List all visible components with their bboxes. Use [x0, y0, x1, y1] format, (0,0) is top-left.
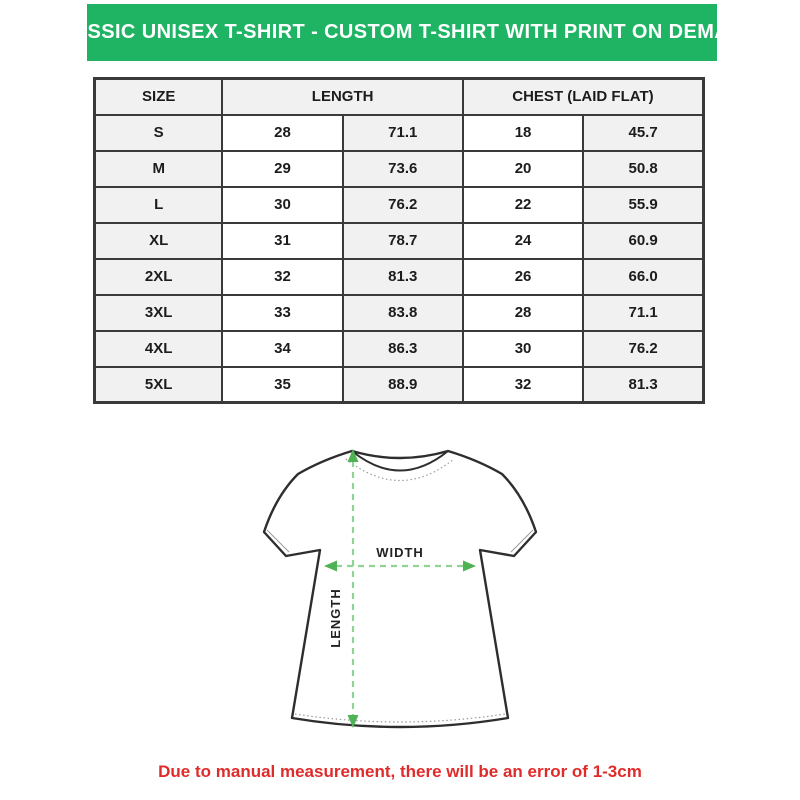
cell-chest_cm: 76.2 — [583, 331, 703, 367]
cell-length_in: 28 — [222, 115, 342, 151]
size-table — [93, 77, 705, 404]
cell-length_in: 31 — [222, 223, 342, 259]
size-table-header — [95, 79, 704, 115]
table-row — [95, 331, 704, 367]
table-row — [95, 295, 704, 331]
cell-size: M — [95, 151, 223, 187]
cell-chest_cm: 66.0 — [583, 259, 703, 295]
cell-chest_in: 32 — [463, 367, 583, 403]
tshirt-diagram — [250, 438, 550, 738]
cell-chest_in: 30 — [463, 331, 583, 367]
cell-length_cm: 73.6 — [343, 151, 463, 187]
length-label: LENGTH — [328, 588, 343, 648]
cell-chest_in: 20 — [463, 151, 583, 187]
table-row — [95, 367, 704, 403]
cell-size: 5XL — [95, 367, 223, 403]
cell-chest_cm: 55.9 — [583, 187, 703, 223]
cell-chest_in: 18 — [463, 115, 583, 151]
tshirt-illustration — [250, 438, 550, 738]
cell-chest_in: 28 — [463, 295, 583, 331]
cell-chest_cm: 50.8 — [583, 151, 703, 187]
cell-chest_in: 22 — [463, 187, 583, 223]
measurement-note: Due to manual measurement, there will be an error of 1-3cm — [158, 762, 642, 781]
cell-size: 3XL — [95, 295, 223, 331]
width-label: WIDTH — [376, 545, 424, 560]
cell-chest_in: 26 — [463, 259, 583, 295]
header-row — [95, 79, 704, 115]
cell-length_cm: 71.1 — [343, 115, 463, 151]
cell-size: 2XL — [95, 259, 223, 295]
cell-chest_in: 24 — [463, 223, 583, 259]
cell-length_cm: 81.3 — [343, 259, 463, 295]
cell-length_in: 33 — [222, 295, 342, 331]
cell-size: XL — [95, 223, 223, 259]
cell-size: 4XL — [95, 331, 223, 367]
cell-size: L — [95, 187, 223, 223]
cell-length_cm: 76.2 — [343, 187, 463, 223]
cell-chest_cm: 45.7 — [583, 115, 703, 151]
cell-chest_cm: 71.1 — [583, 295, 703, 331]
table-row — [95, 187, 704, 223]
cell-length_in: 30 — [222, 187, 342, 223]
cell-length_cm: 86.3 — [343, 331, 463, 367]
cell-size: S — [95, 115, 223, 151]
cell-length_in: 29 — [222, 151, 342, 187]
size-table-body — [95, 115, 704, 403]
cell-chest_cm: 81.3 — [583, 367, 703, 403]
page-title: CLASSIC UNISEX T-SHIRT - CUSTOM T-SHIRT WITH PRINT ON DEMAND — [45, 21, 759, 43]
cell-length_in: 34 — [222, 331, 342, 367]
cell-length_in: 35 — [222, 367, 342, 403]
col-header-chest: CHEST (LAID FLAT) — [463, 79, 704, 115]
cell-length_cm: 83.8 — [343, 295, 463, 331]
table-row — [95, 259, 704, 295]
title-banner — [45, 4, 759, 61]
cell-length_cm: 88.9 — [343, 367, 463, 403]
cell-length_in: 32 — [222, 259, 342, 295]
cell-length_cm: 78.7 — [343, 223, 463, 259]
table-row — [95, 223, 704, 259]
cell-chest_cm: 60.9 — [583, 223, 703, 259]
table-row — [95, 115, 704, 151]
tshirt-body-outline — [264, 451, 536, 727]
col-header-size: SIZE — [95, 79, 223, 115]
table-row — [95, 151, 704, 187]
col-header-length: LENGTH — [222, 79, 463, 115]
